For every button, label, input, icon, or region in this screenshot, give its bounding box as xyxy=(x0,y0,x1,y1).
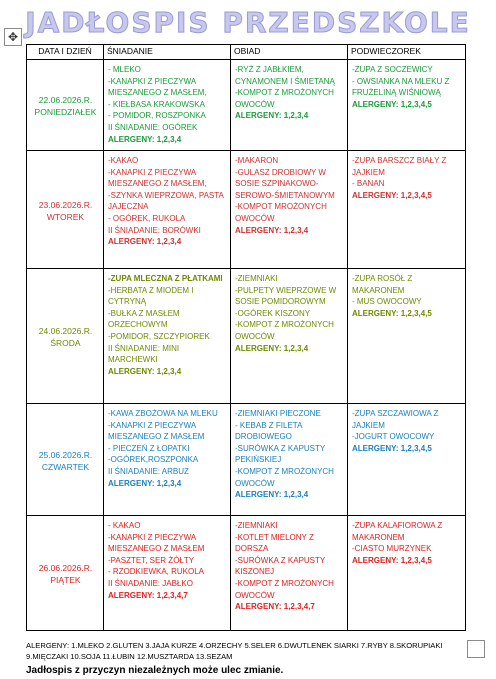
menu-item: -RYŻ Z JABŁKIEM, CYNAMONEM I ŚMIETANĄ xyxy=(235,65,335,86)
date-cell xyxy=(27,269,104,404)
menu-item: - MLEKO xyxy=(108,65,141,74)
menu-item: - KEBAB Z FILETA DROBIOWEGO xyxy=(235,420,302,442)
snack-cell xyxy=(348,269,466,404)
date-text: 22.06.2026.R. xyxy=(38,95,93,105)
menu-item: -KANAPKI Z PIECZYWA MIESZANEGO Z MASŁEM xyxy=(108,420,205,442)
date-cell xyxy=(27,151,104,269)
day-name: CZWARTEK xyxy=(41,461,90,472)
lunch-cell xyxy=(231,516,348,631)
snack-cell xyxy=(348,516,466,631)
menu-item: -BUŁKA Z MASŁEM ORZECHOWYM xyxy=(108,308,180,330)
day-name: ŚRODA xyxy=(50,338,81,348)
header-date: DATA I DZIEŃ xyxy=(27,45,104,60)
menu-item: -PULPETY WIEPRZOWE W SOSIE POMIDOROWYM xyxy=(235,285,337,307)
day-name: WTOREK xyxy=(46,211,85,222)
allergens: ALERGENY: 1,2,3,4 xyxy=(108,237,182,247)
breakfast-cell xyxy=(104,60,231,151)
menu-item: -MAKARON xyxy=(235,156,279,165)
menu-item: -KOTLET MIELONY Z DORSZA xyxy=(235,532,314,554)
breakfast-cell xyxy=(104,404,231,516)
menu-item: - RZODKIEWKA, RUKOLA xyxy=(108,567,205,577)
table-row xyxy=(27,269,466,404)
menu-item: -POMIDOR, SZCZYPIOREK xyxy=(108,331,210,341)
menu-item: -KOMPOT Z MROŻONYCH OWOCÓW xyxy=(235,88,334,109)
menu-item: -OGÓREK,ROSZPONKA xyxy=(108,455,199,465)
menu-item: - OGÓREK, RUKOLA xyxy=(108,213,186,223)
header-snack: PODWIECZOREK xyxy=(348,45,466,60)
menu-item: -KOMPOT Z MROŻONYCH OWOCÓW xyxy=(235,320,334,341)
allergens: ALERGENY: 1,2,3,4 xyxy=(108,478,182,488)
menu-item: -PASZTET, SER ŻÓŁTY xyxy=(108,555,195,565)
allergens: ALERGENY: 1,2,3,4 xyxy=(235,343,309,353)
allergens: ALERGENY: 1,2,3,4,7 xyxy=(235,602,315,612)
snack-cell xyxy=(348,60,466,151)
breakfast-cell xyxy=(104,516,231,631)
menu-item: II ŚNIADANIE: ARBUZ xyxy=(108,466,189,476)
menu-item: -CIASTO MURZYNEK xyxy=(352,544,432,554)
menu-item: -ZUPA BARSZCZ BIAŁY Z JAJKIEM xyxy=(352,156,447,177)
disclaimer-note: Jadłospis z przyczyn niezależnych może ulec zmianie. xyxy=(26,665,284,676)
menu-item: -ZUPA SZCZAWIOWA Z JAJKIEM xyxy=(352,409,439,430)
lunch-cell xyxy=(231,269,348,404)
date-cell xyxy=(27,60,104,151)
menu-item: - BANAN xyxy=(352,179,385,189)
allergens: ALERGENY: 1,2,3,4,5 xyxy=(352,443,432,453)
menu-item: -KAKAO xyxy=(108,156,139,165)
menu-item: -KOMPOT Z MROŻONYCH OWOCÓW xyxy=(235,578,334,600)
menu-item: -KANAPKI Z PIECZYWA MIESZANEGO Z MASŁEM xyxy=(108,532,205,554)
allergens: ALERGENY: 1,2,3,4 xyxy=(235,225,309,235)
lunch-cell xyxy=(231,404,348,516)
header-breakfast: ŚNIADANIE xyxy=(104,45,231,60)
menu-item: -ZIEMNIAKI xyxy=(235,521,278,530)
lunch-cell xyxy=(231,151,348,269)
date-text: 25.06.2026.R. xyxy=(38,449,93,460)
day-name: PONIEDZIAŁEK xyxy=(34,107,97,117)
menu-item: II ŚNIADANIE: OGÓREK xyxy=(108,122,198,132)
header-row xyxy=(27,45,466,60)
menu-item: -SURÓWKA Z KAPUSTY KISZONEJ xyxy=(235,555,326,577)
allergens: ALERGENY: 1,2,3,4,7 xyxy=(108,590,188,600)
menu-item: -SURÓWKA Z KAPUSTY PEKIŃSKIEJ xyxy=(235,443,326,465)
menu-item: -JOGURT OWOCOWY xyxy=(352,432,435,442)
allergens: ALERGENY: 1,2,3,4 xyxy=(108,134,182,144)
allergens: ALERGENY: 1,2,3,4 xyxy=(235,490,309,500)
menu-item: - KIEŁBASA KRAKOWSKA xyxy=(108,99,205,109)
date-text: 24.06.2026.R. xyxy=(38,326,93,336)
snack-cell xyxy=(348,151,466,269)
menu-item: -ZUPA Z SOCZEWICY xyxy=(352,65,433,74)
menu-item: -KOMPOT Z MROŻONYCH OWOCÓW xyxy=(235,466,334,488)
breakfast-cell xyxy=(104,151,231,269)
allergens: ALERGENY: 1,2,3,4 xyxy=(235,111,309,121)
menu-item: -KOMPOT MROŻONYCH OWOCÓW xyxy=(235,202,327,223)
menu-item: -KAWA ZBOŻOWA NA MLEKU xyxy=(108,409,218,418)
header-lunch: OBIAD xyxy=(231,45,348,60)
table-row xyxy=(27,404,466,516)
menu-item: - KAKAO xyxy=(108,521,141,530)
menu-item: -ZIEMNIAKI xyxy=(235,274,278,283)
day-name: PIĄTEK xyxy=(50,575,81,585)
menu-item: II ŚNIADANIE: JABŁKO xyxy=(108,578,193,588)
allergen-legend: ALERGENY: 1.MLEKO 2.GLUTEN 3.JAJA KURZE 4.ORZECHY 5.SELER 6.DWUTLENEK SIARKI 7.RYBY 8.SKORUPIAKI 9.MIĘCZAKI 10.SOJA 11.ŁUBIN 12.MUSZTARDA 13.SEZAM xyxy=(26,641,443,661)
menu-item: -KANAPKI Z PIECZYWA MIESZANEGO Z MASŁEM, xyxy=(108,76,207,98)
page-title: JADŁOSPIS PRZEDSZKOLE xyxy=(25,6,471,39)
allergens: ALERGENY: 1,2,3,4,5 xyxy=(352,555,432,565)
date-text: 26.06.2026.R. xyxy=(38,563,93,573)
resize-handle[interactable] xyxy=(467,640,485,658)
menu-item: -ZIEMNIAKI PIECZONE xyxy=(235,409,321,418)
menu-item: -KANAPKI Z PIECZYWA MIESZANEGO Z MASŁEM, xyxy=(108,167,207,189)
menu-item: -SZYNKA WIEPRZOWA, PASTA JAJECZNA xyxy=(108,190,224,212)
table-row xyxy=(27,151,466,269)
menu-item: -ZUPA ROSÓŁ Z MAKARONEM xyxy=(352,274,413,295)
snack-cell xyxy=(348,404,466,516)
menu-item: II ŚNIADANIE: BORÓWKI xyxy=(108,225,201,235)
allergens: ALERGENY: 1,2,3,4 xyxy=(108,366,182,376)
menu-table xyxy=(26,44,466,631)
allergens: ALERGENY: 1,2,3,4,5 xyxy=(352,99,432,109)
menu-item: -OGÓREK KISZONY xyxy=(235,308,311,318)
breakfast-cell xyxy=(104,269,231,404)
menu-item: -HERBATA Z MIODEM I CYTRYNĄ xyxy=(108,285,194,307)
table-row xyxy=(27,60,466,151)
date-cell xyxy=(27,516,104,631)
table-move-handle-icon[interactable]: ✥ xyxy=(4,28,22,46)
lunch-cell xyxy=(231,60,348,151)
table-row xyxy=(27,516,466,631)
menu-item: - POMIDOR, ROSZPONKA xyxy=(108,111,206,121)
date-text: 23.06.2026.R. xyxy=(38,199,93,210)
menu-item: -ZUPA KALAFIOROWA Z MAKARONEM xyxy=(352,521,443,542)
menu-item: - MUS OWOCOWY xyxy=(352,297,422,307)
menu-item: - PIECZEŃ Z ŁOPATKI xyxy=(108,443,190,453)
allergens: ALERGENY: 1,2,3,4,5 xyxy=(352,308,432,318)
date-cell xyxy=(27,404,104,516)
menu-item: II ŚNIADANIE: MINI MARCHEWKI xyxy=(108,343,180,365)
allergens: ALERGENY: 1,2,3,4,5 xyxy=(352,190,432,200)
menu-item: - OWSIANKA NA MLEKU Z FRUŻELINĄ WIŚNIOWĄ xyxy=(352,76,450,98)
menu-item: -ZUPA MLECZNA Z PŁATKAMI xyxy=(108,274,223,283)
menu-item: -GULASZ DROBIOWY W SOSIE SZPINAKOWO-SEROWO-ŚMIETANOWYM xyxy=(235,167,335,200)
